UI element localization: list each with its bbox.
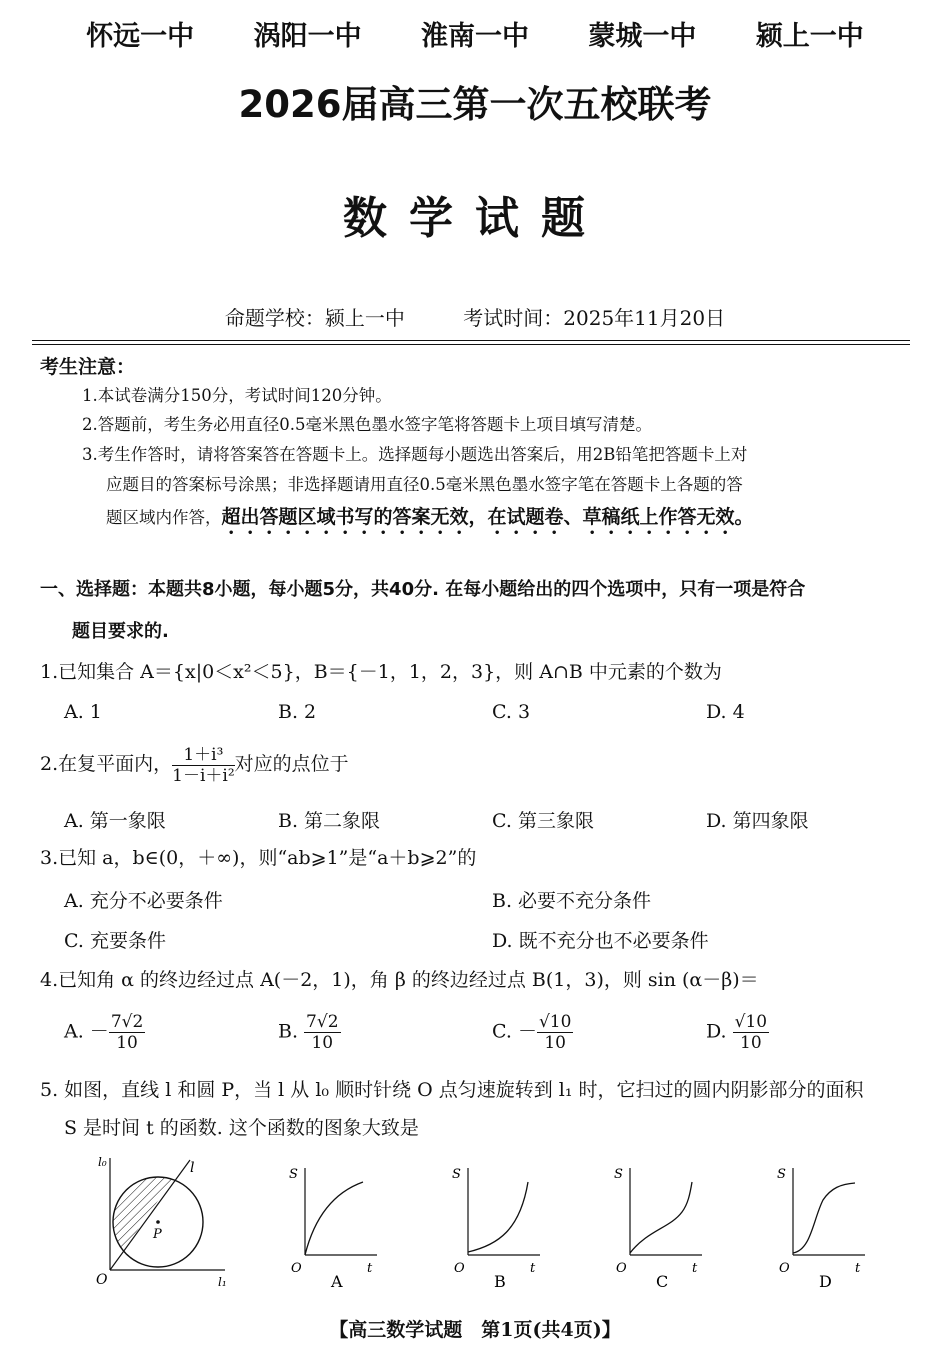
school-name: 怀远一中 [86,21,195,52]
label-l1: l₁ [218,1275,227,1289]
question-4-stem: 4.已知角 α 的终边经过点 A(－2，1)，角 β 的终边经过点 B(1，3)，则 sin (α－β)＝ [40,969,759,991]
label-t: t [530,1261,536,1276]
curve-a [305,1182,363,1255]
q3-option-a: A. 充分不必要条件 [64,890,223,912]
note-item [82,503,914,539]
q4-numerator: √10 [734,1012,768,1032]
graph-a [285,1160,385,1290]
graph-d-name: D [819,1272,832,1290]
q1-option-c: C. 3 [492,701,531,723]
label-s: S [289,1167,298,1182]
q4-numerator: 7√2 [306,1012,339,1032]
label-o: O [96,1272,108,1288]
q4-denominator: 10 [544,1033,566,1053]
school-name: 蒙城一中 [588,21,697,52]
q3-option-b: B. 必要不充分条件 [492,890,652,912]
note-item: 1.本试卷满分150分，考试时间120分钟。 [82,386,392,405]
exam-meta [0,302,950,331]
exam-title: 2026届高三第一次五校联考 [238,83,712,126]
notes-heading: 考生注意： [40,356,136,378]
note-line: 题区域内作答， [106,508,222,527]
section-heading: 一、选择题：本题共8小题，每小题5分，共40分. 在每小题给出的四个选项中，只有一项是符合 [40,579,806,600]
note-line: 应题目的答案标号涂黑；非选择题请用直径0.5毫米黑色墨水签字笔在答题卡上各题的答 [106,475,743,494]
question-3-stem: 3.已知 a，b∈(0，＋∞)，则“ab⩾1”是“a＋b⩾2”的 [40,847,477,869]
q4-denominator: 10 [311,1033,334,1053]
q2-denominator: 1－i＋i² [172,765,235,786]
curve-d [793,1183,855,1253]
q5-circle-figure [90,1150,240,1290]
center-point-p [156,1220,160,1224]
school-name: 涡阳一中 [253,21,362,52]
note-item: 3.考生作答时，请将答案答在答题卡上。选择题每小题选出答案后，用2B铅笔把答题卡上对 [82,445,748,464]
q2-option-d: D. 第四象限 [706,810,809,832]
question-5-stem-line1: 5. 如图，直线 l 和圆 P，当 l 从 l₀ 顺时针绕 O 点匀速旋转到 l₁ 时，它扫过的圆内阴影部分的面积 [40,1079,864,1101]
q2-prefix: 2.在复平面内， [40,753,173,775]
graph-d [773,1160,873,1290]
q2-option-c: C. 第三象限 [492,810,594,832]
label-s: S [452,1167,461,1182]
q1-option-a: A. 1 [64,701,102,723]
label-s: S [777,1167,786,1182]
question-1-stem: 1.已知集合 A＝{x|0＜x²＜5}，B＝{－1，1，2，3}，则 A∩B 中元素的个数为 [40,661,722,683]
q2-fraction [172,745,235,786]
label-o: O [779,1261,790,1276]
label-l0: l₀ [98,1155,107,1169]
section-heading-cont: 题目要求的. [72,621,169,642]
q1-option-d: D. 4 [706,701,745,723]
q4-denominator: 10 [740,1033,762,1053]
page-footer: 【高三数学试题 第1页(共4页)】 [329,1319,621,1341]
q2-suffix: 对应的点位于 [234,753,349,775]
q4-option-label: A. － [64,1020,109,1043]
note-item [82,471,914,499]
q3-option-c: C. 充要条件 [64,930,166,952]
q4-option-c [492,1012,573,1053]
label-s: S [614,1167,623,1182]
q4-option-label: B. [278,1020,305,1043]
q4-denominator: 10 [116,1033,138,1053]
q2-option-a: A. 第一象限 [64,810,166,832]
exam-time-label: 考试时间：2025年11月20日 [463,306,726,330]
curve-b [468,1182,528,1252]
q2-numerator: 1＋i³ [172,745,235,766]
graph-c-name: C [656,1272,669,1290]
label-t: t [367,1261,373,1276]
q1-option-b: B. 2 [278,701,317,723]
graph-b [448,1160,548,1290]
graph-b-name: B [494,1272,506,1290]
label-o: O [454,1261,465,1276]
label-o: O [616,1261,627,1276]
q2-option-b: B. 第二象限 [278,810,381,832]
curve-c [630,1182,692,1253]
graph-c [610,1160,710,1290]
q4-fraction [733,1012,769,1053]
q4-fraction [304,1012,340,1053]
label-p: P [153,1227,162,1242]
note-emphasis: 超出答题区域书写的答案无效，在试题卷、草稿纸上作答无效。 [221,506,754,528]
label-o: O [291,1261,302,1276]
header-divider [32,340,910,341]
q4-option-a [64,1012,145,1053]
subject-title: 数学试题 [343,193,607,244]
note-item: 2.答题前，考生务必用直径0.5毫米黑色墨水签字笔将答题卡上项目填写清楚。 [82,415,652,434]
q4-fraction [109,1012,145,1053]
q4-option-d [706,1012,769,1053]
q4-option-label: D. [706,1020,733,1043]
school-name: 淮南一中 [421,21,529,52]
school-name: 颍上一中 [755,21,864,52]
setter-label: 命题学校：颍上一中 [224,306,405,330]
q4-option-label: C. － [492,1020,537,1043]
q4-numerator: √10 [538,1012,572,1032]
label-t: t [692,1261,698,1276]
question-2-stem [40,740,915,788]
graph-a-name: A [331,1272,343,1290]
school-list [0,14,950,53]
label-l: l [190,1160,195,1176]
q4-option-b [278,1012,341,1053]
header-divider-thin [32,344,910,345]
q4-numerator: 7√2 [110,1012,144,1032]
question-5-stem-line2: S 是时间 t 的函数. 这个函数的图象大致是 [64,1117,419,1139]
q4-fraction [537,1012,573,1053]
q3-option-d: D. 既不充分也不必要条件 [492,930,709,952]
label-t: t [855,1261,861,1276]
